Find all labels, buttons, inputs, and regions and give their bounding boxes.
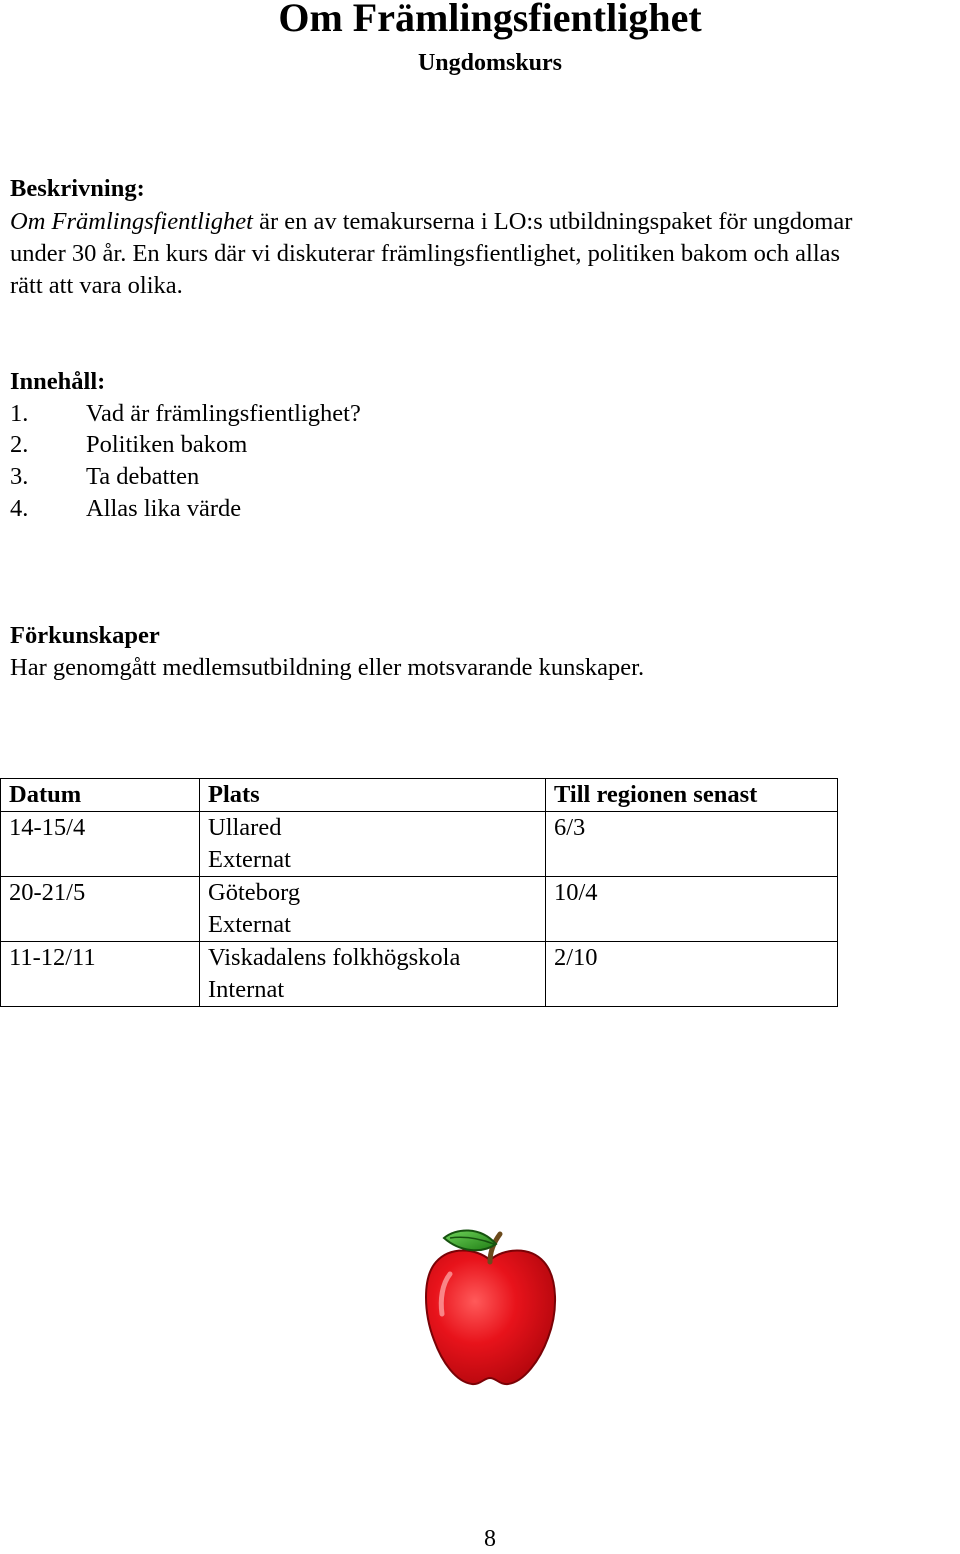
description-line-1 <box>10 206 852 238</box>
header-date: Datum <box>1 779 200 812</box>
description-heading: Beskrivning: <box>10 175 145 202</box>
list-item-label: Allas lika värde <box>86 495 242 522</box>
header-deadline: Till regionen senast <box>546 779 838 812</box>
apple-icon <box>420 1222 560 1388</box>
cell-deadline: 10/4 <box>546 877 838 942</box>
list-item-number: 2. <box>10 431 29 458</box>
list-item <box>0 461 600 493</box>
description-line-1-rest: är en av temakurserna i LO:s utbildningspaket för ungdomar <box>252 208 853 235</box>
table-row <box>1 942 838 1007</box>
list-item-label: Politiken bakom <box>86 431 248 458</box>
place-type: Externat <box>208 911 291 938</box>
place-type: Externat <box>208 846 291 873</box>
cell-place <box>200 942 546 1007</box>
cell-date: 11-12/11 <box>1 942 200 1007</box>
list-item <box>0 429 600 461</box>
list-item-label: Ta debatten <box>86 463 200 490</box>
schedule-table <box>0 778 838 1007</box>
table-row <box>1 877 838 942</box>
table-row <box>1 812 838 877</box>
description-line-2: under 30 år. En kurs där vi diskuterar främlingsfientlighet, politiken bakom och allas <box>10 240 841 267</box>
cell-date: 20-21/5 <box>1 877 200 942</box>
cell-place <box>200 877 546 942</box>
place-name: Viskadalens folkhögskola <box>208 944 461 971</box>
table-header-row <box>1 779 838 812</box>
place-type: Internat <box>208 976 285 1003</box>
cell-date: 14-15/4 <box>1 812 200 877</box>
list-item-number: 3. <box>10 463 29 490</box>
page-number: 8 <box>484 1526 496 1552</box>
page-title: Om Främlingsfientlighet <box>278 0 702 40</box>
list-item <box>0 493 600 525</box>
description-line-3: rätt att vara olika. <box>10 272 183 299</box>
list-item-number: 1. <box>10 400 29 427</box>
page-subtitle: Ungdomskurs <box>417 50 563 76</box>
header-place: Plats <box>200 779 546 812</box>
prerequisites-text: Har genomgått medlemsutbildning eller motsvarande kunskaper. <box>10 654 645 681</box>
cell-deadline: 2/10 <box>546 942 838 1007</box>
prerequisites-heading: Förkunskaper <box>10 622 160 649</box>
list-item-label: Vad är främlingsfientlighet? <box>86 400 361 427</box>
list-item <box>0 398 600 430</box>
cell-place <box>200 812 546 877</box>
list-item-number: 4. <box>10 495 29 522</box>
cell-deadline: 6/3 <box>546 812 838 877</box>
course-name: Om Främlingsfientlighet <box>10 208 253 235</box>
contents-heading: Innehåll: <box>10 368 106 395</box>
place-name: Ullared <box>208 814 282 841</box>
place-name: Göteborg <box>208 879 301 906</box>
